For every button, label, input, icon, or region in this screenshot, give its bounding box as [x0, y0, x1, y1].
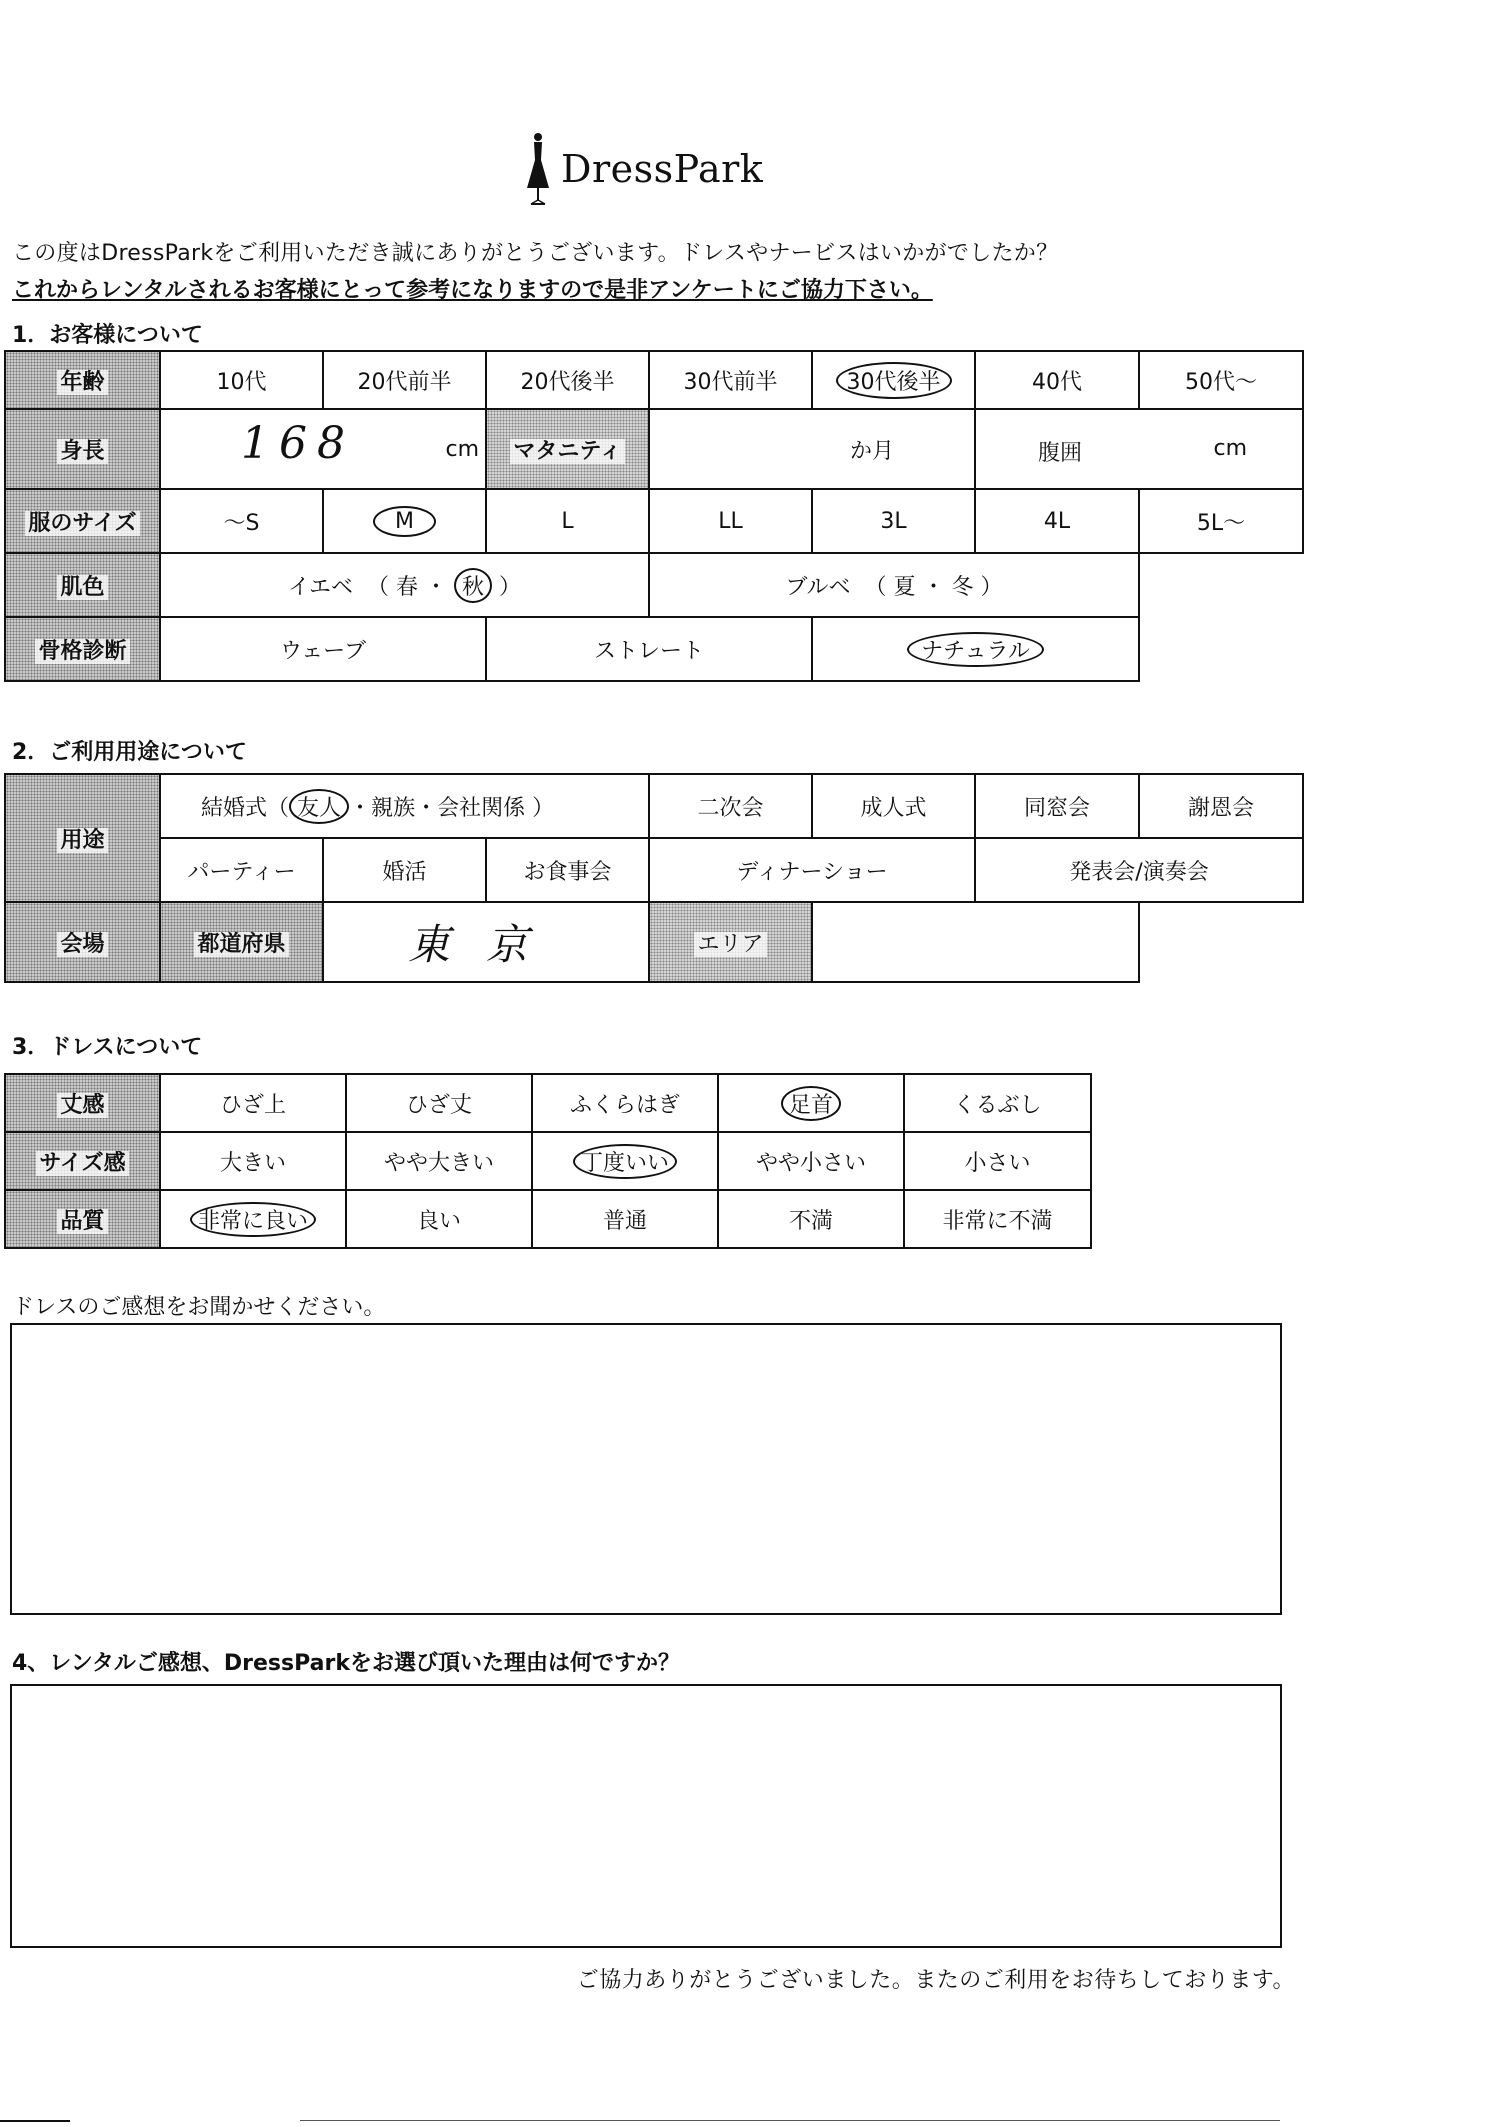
age-option-late-20s[interactable]: 20代後半 [486, 351, 649, 409]
length-option-knee[interactable]: ひざ丈 [346, 1074, 532, 1132]
size-option-4l[interactable]: 4L [975, 489, 1139, 553]
skin-label: 肌色 [57, 575, 107, 600]
logo [525, 128, 763, 210]
waist-label: 腹囲 [1038, 441, 1083, 466]
fit-label: サイズ感 [36, 1151, 128, 1176]
usage-row-2 [5, 838, 1303, 902]
autumn-option-circled[interactable]: 秋 [454, 568, 492, 603]
age-row [5, 351, 1303, 409]
usage-option-after-party[interactable]: 二次会 [649, 774, 812, 838]
age-option-early-20s[interactable]: 20代前半 [323, 351, 486, 409]
frame-row [5, 617, 1303, 681]
maternity-months-field[interactable] [649, 409, 975, 489]
usage-option-konkatsu[interactable]: 婚活 [323, 838, 486, 902]
quality-row [5, 1190, 1091, 1248]
size-option-3l[interactable]: 3L [812, 489, 975, 553]
selected-length-circle: 足首 [781, 1086, 841, 1121]
quality-option-dissatisfied[interactable]: 不満 [718, 1190, 904, 1248]
size-row [5, 489, 1303, 553]
intro-line-1: この度はDressParkをご利用いただき誠にありがとうございます。ドレスやナービスはいかがでしたか？ [12, 241, 1059, 266]
usage-option-recital[interactable]: 発表会/演奏会 [975, 838, 1303, 902]
quality-option-good[interactable]: 良い [346, 1190, 532, 1248]
intro-line-2: これからレンタルされるお客様にとって参考になりますので是非アンケートにご協力下さい。 [12, 278, 933, 303]
customer-info-table [4, 350, 1304, 682]
fit-option-just-right[interactable] [532, 1132, 718, 1190]
friend-option-circled[interactable]: 友人 [289, 789, 349, 824]
waist-unit: cm [1213, 436, 1247, 461]
relatives-option[interactable]: 親族 [371, 795, 416, 821]
selected-age-circle: 30代後半 [836, 362, 952, 399]
venue-row [5, 902, 1303, 982]
usage-option-coming-of-age[interactable]: 成人式 [812, 774, 975, 838]
usage-table [4, 773, 1304, 983]
age-option-10s[interactable]: 10代 [160, 351, 323, 409]
dress-icon [525, 130, 551, 208]
blue-base-text: ブルベ [785, 574, 851, 600]
quality-option-very-good[interactable] [160, 1190, 346, 1248]
dress-table [4, 1073, 1092, 1249]
wedding-label: 結婚式 [201, 795, 268, 821]
quality-option-average[interactable]: 普通 [532, 1190, 718, 1248]
months-label: か月 [849, 438, 894, 464]
usage-option-party[interactable]: パーティー [160, 838, 323, 902]
impressions-prompt: ドレスのご感想をお聞かせください。 [12, 1295, 386, 1320]
impressions-textarea[interactable] [10, 1323, 1282, 1615]
length-option-ankle[interactable] [718, 1074, 904, 1132]
length-row [5, 1074, 1091, 1132]
quality-option-very-dissatisfied[interactable]: 非常に不満 [904, 1190, 1091, 1248]
age-option-late-30s[interactable] [812, 351, 975, 409]
age-label: 年齢 [57, 370, 107, 395]
height-row [5, 409, 1303, 489]
prefecture-field[interactable] [323, 902, 649, 982]
venue-label: 会場 [57, 932, 107, 957]
height-field[interactable] [160, 409, 486, 489]
size-option-5l-plus[interactable]: 5L～ [1139, 489, 1303, 553]
section-4-title: 4、レンタルご感想、DressParkをお選び頂いた理由は何ですか？ [12, 1651, 680, 1676]
rental-feedback-textarea[interactable] [10, 1684, 1282, 1948]
yellow-base-option[interactable]: イエベ （ 春 ・ 秋 ） [160, 553, 649, 617]
prefecture-label: 都道府県 [194, 932, 288, 957]
company-option[interactable]: 会社関係 [437, 795, 526, 821]
length-option-above-knee[interactable]: ひざ上 [160, 1074, 346, 1132]
selected-fit-circle: 丁度いい [573, 1144, 677, 1179]
winter-option[interactable]: 冬 [951, 574, 974, 600]
yellow-base-text: イエベ [287, 574, 354, 600]
usage-option-dinner[interactable]: お食事会 [486, 838, 649, 902]
length-label: 丈感 [57, 1093, 107, 1118]
wedding-option[interactable]: 結婚式（ 友人 ・親族・会社関係 ） [160, 774, 649, 838]
frame-label: 骨格診断 [35, 639, 129, 664]
section-1-title: 1．お客様について [12, 323, 203, 348]
fit-option-large[interactable]: 大きい [160, 1132, 346, 1190]
maternity-label: マタニティ [510, 439, 624, 464]
spring-option[interactable]: 春 [396, 574, 419, 600]
scan-edge-line-2 [300, 2120, 1280, 2121]
selected-quality-circle: 非常に良い [190, 1202, 316, 1237]
fit-option-slightly-small[interactable]: やや小さい [718, 1132, 904, 1190]
size-option-s[interactable]: ～S [160, 489, 323, 553]
area-field[interactable] [812, 902, 1139, 982]
size-option-m[interactable] [323, 489, 486, 553]
age-option-40s[interactable]: 40代 [975, 351, 1139, 409]
waist-field[interactable] [975, 409, 1303, 489]
skin-row [5, 553, 1303, 617]
usage-option-thank-you-party[interactable]: 謝恩会 [1139, 774, 1303, 838]
prefecture-value: 東京 [407, 920, 564, 969]
age-option-early-30s[interactable]: 30代前半 [649, 351, 812, 409]
logo-text: DressPark [561, 147, 764, 191]
section-3-title: 3．ドレスについて [12, 1035, 203, 1060]
age-option-50s-plus[interactable]: 50代～ [1139, 351, 1303, 409]
length-option-calf[interactable]: ふくらはぎ [532, 1074, 718, 1132]
fit-option-small[interactable]: 小さい [904, 1132, 1091, 1190]
frame-option-natural[interactable] [812, 617, 1139, 681]
fit-option-slightly-large[interactable]: やや大きい [346, 1132, 532, 1190]
summer-option[interactable]: 夏 [893, 574, 916, 600]
size-option-l[interactable]: L [486, 489, 649, 553]
frame-option-straight[interactable]: ストレート [486, 617, 812, 681]
height-unit: cm [445, 437, 479, 462]
blue-base-option[interactable]: ブルベ （ 夏 ・ 冬 ） [649, 553, 1139, 617]
height-label: 身長 [57, 439, 107, 464]
selected-frame-circle: ナチュラル [907, 632, 1044, 667]
usage-option-dinner-show[interactable]: ディナーショー [649, 838, 975, 902]
size-label: 服のサイズ [25, 511, 139, 536]
size-option-ll[interactable]: LL [649, 489, 812, 553]
usage-option-reunion[interactable]: 同窓会 [975, 774, 1139, 838]
selected-size-circle: M [373, 506, 436, 537]
quality-label: 品質 [57, 1209, 107, 1234]
usage-row-1 [5, 774, 1303, 838]
purpose-label: 用途 [57, 828, 107, 853]
height-value: 168 [241, 418, 355, 469]
section-2-title: 2．ご利用用途について [12, 740, 247, 765]
length-option-anklebone[interactable]: くるぶし [904, 1074, 1091, 1132]
closing-message: ご協力ありがとうございました。またのご利用をお待ちしております。 [576, 1968, 1295, 1993]
area-label: エリア [694, 932, 766, 957]
frame-option-wave[interactable]: ウェーブ [160, 617, 486, 681]
fit-row [5, 1132, 1091, 1190]
scan-edge-line [0, 2120, 70, 2122]
